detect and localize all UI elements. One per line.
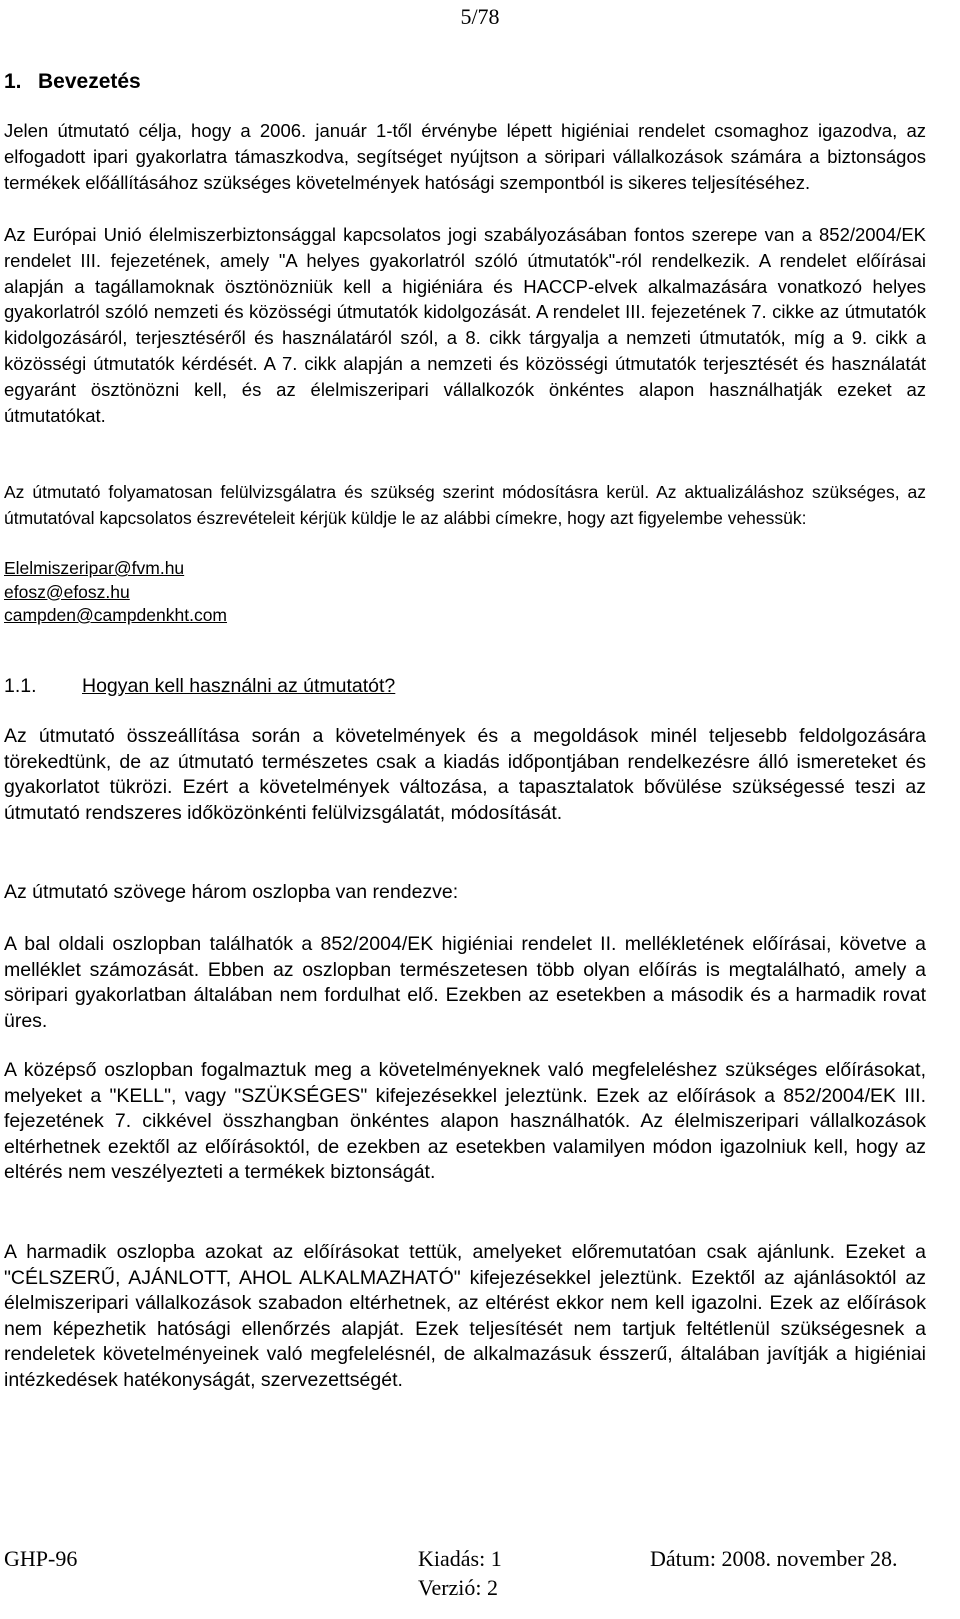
footer-version: Verzió: 2 [418,1575,499,1600]
contact-link-fvm[interactable]: Elelmiszeripar@fvm.hu [4,558,185,578]
intro-paragraph-eu-regulation: Az Európai Unió élelmiszerbiztonsággal kapcsolatos jogi szabályozásában fontos szerepe van a 852/2004/EK rendelet III. fejezetének, amely "A helyes gyakorlatról szóló útmutatók"-ról rendelkezik. A rendelet előírásai alapján a tagállamoknak ösztönözniük kell a higiéniára és HACCP-elvek alkalmazására vonatkozó helyes gyakorlatról szóló nemzeti és közösségi útmutatók kidolgozását. A rendelet III. fejezetének 7. cikke az útmutatók kidolgozásáról, terjesztéséről és használatáról szól, a 8. cikk tárgyalja a nemzeti útmutatók, míg a 9. cikk a közösségi útmutatók kérdését. A 7. cikk alapján a nemzeti és közösségi útmutatók terjesztését és használatát egyaránt ösztönözni kell, és az élelmiszeripari vállalkozók önkéntes alapon használhatják ezeket az útmutatókat. [4,224,926,426]
contact-links [4,557,227,628]
intro-paragraph-feedback: Az útmutató folyamatosan felülvizsgálatra és szükség szerint módosításra kerül. Az aktualizáláshoz szükséges, az útmutatóval kapcsolatos észrevételeit kérjük küldje le az alábbi címekre, hogy azt figyelembe vehessük: [4,482,926,528]
subsection-number: 1.1. [4,675,37,697]
body-paragraph-columns-intro: Az útmutató szövege három oszlopba van rendezve: [4,881,459,903]
contact-link-efosz[interactable]: efosz@efosz.hu [4,581,130,602]
footer-date: Dátum: 2008. november 28. [650,1546,898,1571]
body-paragraph-middle-column: A középső oszlopban fogalmaztuk meg a követelményeknek való megfeleléshez szükséges előírásokat, melyeket a "KELL", vagy "SZÜKSÉGES" kifejezésekkel jeleztünk. Ezek az előírások a 852/2004/EK III. fejezetének 7. cikkével összhangban önkéntes alapon használhatók. Az élelmiszeripari vállalkozások eltérhetnek ezektől az előírásoktól, de ezekben az esetekben valamilyen módon igazolniuk kell, hogy az eltérés nem veszélyezteti a termékek biztonságát. [4,1059,926,1184]
page-number: 5/78 [460,4,500,29]
body-paragraph-left-column: A bal oldali oszlopban találhatók a 852/2004/EK higiéniai rendelet II. mellékletének előírásai, követve a melléklet számozását. Ebben az oszlopban természetesen több olyan előírás is megtalálható, amely a söripari gyakorlatban általában nem fordulhat elő. Ezekben az esetekben a második és a harmadik rovat üres. [4,933,926,1032]
section-number: 1. [4,70,22,93]
body-paragraph-right-column: A harmadik oszlopba azokat az előírásokat tettük, amelyeket előremutatóan csak ajánlunk. Ezeket a "CÉLSZERŰ, AJÁNLOTT, AHOL ALKALMAZHATÓ" kifejezésekkel jeleztünk. Ezektől az ajánlásoktól az élelmiszeripari vállalkozások szabadon eltérhetnek, az eltérést ekkor nem kell igazolni. Ezek az előírások nem képezhetik hatósági ellenőrzés alapját. Ezek teljesítését nem tartjuk feltétlenül szükségesnek a rendeletek követelményeinek való megfelelésnél, de alkalmazásuk ésszerű, általában javítják a higiéniai intézkedések hatékonyságát, szervezettségét. [4,1241,926,1391]
section-heading [4,70,141,94]
subsection-heading [4,675,395,698]
section-title: Bevezetés [38,70,141,93]
subsection-title: Hogyan kell használni az útmutatót? [82,675,396,697]
intro-paragraph-purpose: Jelen útmutató célja, hogy a 2006. január 1-től érvénybe lépett higiéniai rendelet csomaghoz igazodva, az elfogadott ipari gyakorlatra támaszkodva, segítséget nyújtson a söripari vállalkozások számára a biztonságos termékek előállításához szükséges követelmények hatósági szempontból is sikeres teljesítéséhez. [4,120,926,193]
footer-edition: Kiadás: 1 [418,1546,502,1571]
footer-doc-code: GHP-96 [4,1546,78,1571]
contact-link-campden[interactable]: campden@campdenkht.com [4,605,228,625]
body-paragraph-usage: Az útmutató összeállítása során a követelmények és a megoldások minél teljesebb feldolgozására törekedtünk, de az útmutató természetes csak a kiadás időpontjában rendelkezésre álló ismereteket és gyakorlatot tükrözi. Ezért a követelmények változása, a tapasztalatok bővülése szükségessé teszi az útmutató rendszeres időközönkénti felülvizsgálatát, módosítását. [4,725,926,824]
